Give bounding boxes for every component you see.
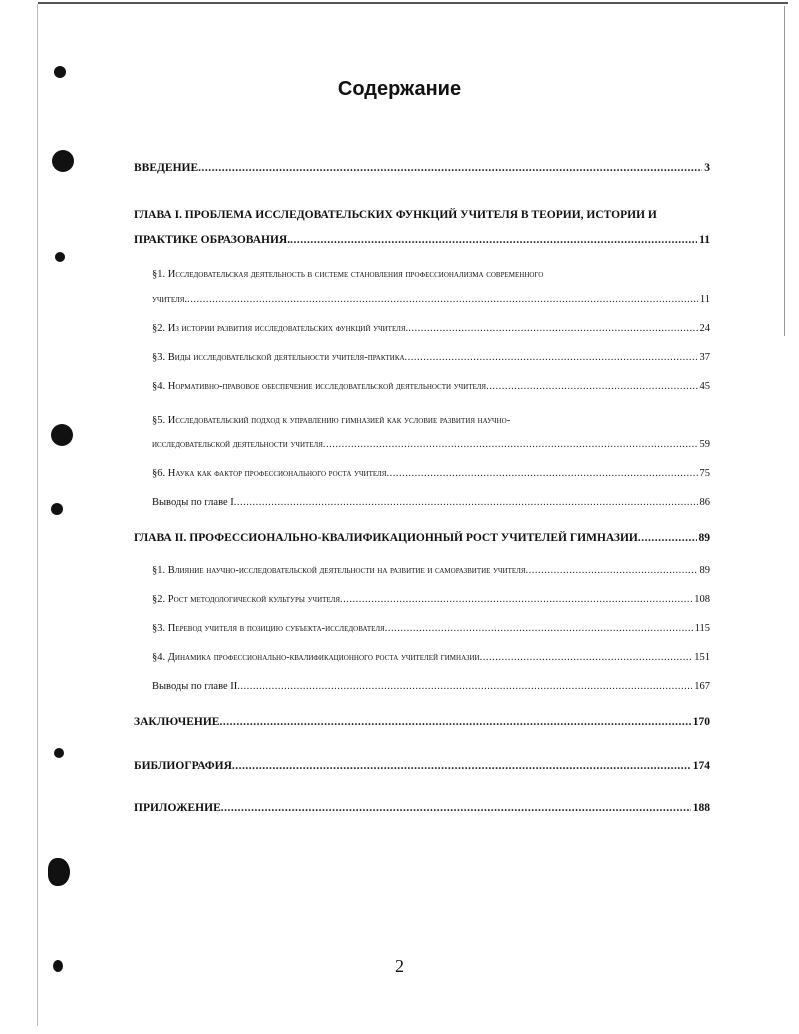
toc-section: §2. Из истории развития исследовательских функций учителя. ..... 24 <box>134 323 710 345</box>
page-ref: 174 <box>692 760 710 772</box>
page-ref: 89 <box>698 532 710 544</box>
dot-leader <box>221 802 691 814</box>
page-ref: 59 <box>699 439 710 450</box>
chapter-title-line: ГЛАВА II. ПРОФЕССИОНАЛЬНО-КВАЛИФИКАЦИОННЫЙ РОСТ УЧИТЕЛЕЙ ГИМНАЗИИ ..... 89 <box>134 532 710 554</box>
toc-section: §3. Виды исследовательской деятельности учителя-практика ..... 37 <box>134 352 710 374</box>
page-title: Содержание <box>337 78 462 100</box>
page-ref: 115 <box>694 623 710 634</box>
dot-leader <box>187 294 698 305</box>
toc-section: исследовательской деятельности учителя ..... 59 <box>134 439 710 461</box>
scan-edge-left <box>37 4 38 1026</box>
dot-leader <box>340 594 692 605</box>
dot-leader <box>232 760 691 772</box>
toc-section: §3. Перевод учителя в позицию субъекта-исследователя ..... 115 <box>134 623 710 645</box>
page-number: 2 <box>395 956 404 976</box>
page-ref: 167 <box>694 681 710 692</box>
punch-hole-mark <box>48 858 70 886</box>
dot-leader <box>323 439 698 450</box>
punch-hole-mark <box>54 66 66 78</box>
toc-chapter-conclusions: Выводы по главе II ..... 167 <box>134 681 710 703</box>
dot-leader <box>290 234 697 246</box>
toc-section: учителя. ..... 11 <box>134 294 710 316</box>
toc-section: §5. Исследовательский подход к управлению гимназией как условие развития научно- <box>152 415 511 426</box>
dot-leader <box>386 468 697 479</box>
dot-leader <box>480 652 693 663</box>
scan-edge-right <box>784 6 785 336</box>
page-ref: 89 <box>699 565 710 576</box>
dot-leader <box>237 681 692 692</box>
page-ref: 11 <box>699 234 710 246</box>
page-ref: 37 <box>699 352 710 363</box>
page-ref: 11 <box>699 294 710 305</box>
dot-leader <box>219 716 690 728</box>
toc-section: §6. Наука как фактор профессионального роста учителя ..... 75 <box>134 468 710 490</box>
toc-section: §1. Исследовательская деятельность в системе становления профессионализма современного <box>152 269 544 280</box>
dot-leader <box>198 162 702 174</box>
page-ref: 188 <box>692 802 710 814</box>
toc-section: §2. Рост методологической культуры учителя ..... 108 <box>134 594 710 616</box>
toc-chapter-conclusions: Выводы по главе I ..... 86 <box>134 497 710 519</box>
page-ref: 151 <box>694 652 710 663</box>
page-ref: 24 <box>699 323 710 334</box>
chapter-title-line: ГЛАВА I. ПРОБЛЕМА ИССЛЕДОВАТЕЛЬСКИХ ФУНКЦИЙ УЧИТЕЛЯ В ТЕОРИИ, ИСТОРИИ И <box>134 209 657 221</box>
toc-entry-appendix: ПРИЛОЖЕНИЕ ..... 188 <box>134 802 710 824</box>
toc-entry-bibliography: БИБЛИОГРАФИЯ ..... 174 <box>134 760 710 782</box>
chapter-title-line: ПРАКТИКЕ ОБРАЗОВАНИЯ. ..... 11 <box>134 234 710 256</box>
scan-edge-top <box>38 2 788 4</box>
table-of-contents <box>134 162 710 824</box>
toc-section: §4. Динамика профессионально-квалификационного роста учителей гимназии ..... 151 <box>134 652 710 674</box>
punch-hole-mark <box>51 503 63 515</box>
dot-leader <box>408 323 697 334</box>
dot-leader <box>486 381 697 392</box>
dot-leader <box>638 532 697 544</box>
page-ref: 75 <box>699 468 710 479</box>
punch-hole-mark <box>54 748 64 758</box>
dot-leader <box>405 352 698 363</box>
page-ref: 86 <box>699 497 710 508</box>
dot-leader <box>234 497 698 508</box>
punch-hole-mark <box>52 150 74 172</box>
dot-leader <box>385 623 693 634</box>
toc-section: §1. Влияние научно-исследовательской деятельности на развитие и саморазвитие учителя ..... 89 <box>134 565 710 587</box>
toc-section: §4. Нормативно-правовое обеспечение исследовательской деятельности учителя ..... 45 <box>134 381 710 403</box>
punch-hole-mark <box>55 252 65 262</box>
dot-leader <box>526 565 698 576</box>
toc-chapter-1 <box>134 204 710 519</box>
page-ref: 3 <box>704 162 710 174</box>
toc-entry-introduction: ВВЕДЕНИЕ ..... 3 <box>134 162 710 184</box>
page-ref: 170 <box>692 716 710 728</box>
punch-hole-mark <box>51 424 73 446</box>
page-ref: 108 <box>694 594 710 605</box>
page-ref: 45 <box>699 381 710 392</box>
toc-chapter-2 <box>134 532 710 703</box>
toc-entry-conclusion: ЗАКЛЮЧЕНИЕ ..... 170 <box>134 716 710 738</box>
